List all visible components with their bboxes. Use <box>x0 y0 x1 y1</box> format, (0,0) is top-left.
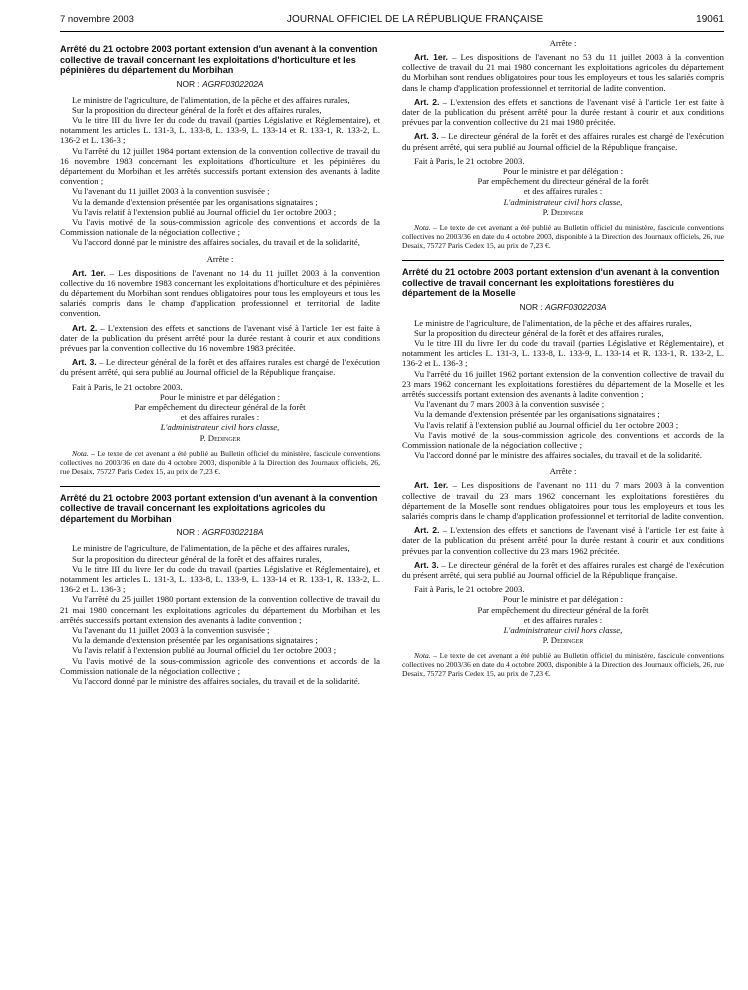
visa-line: Vu le titre III du livre Ier du code du travail (parties Législative et Réglementaire), et notamment les articles L. 131-3, L. 133-8, L. 133-9, L. 133-14 et R. 133-1, R. 133-2, L. 136-2 et L. 136-3 ; <box>60 563 380 595</box>
nota-note: Nota. – Le texte de cet avenant a été publié au Bulletin officiel du ministère, fascicule conventions collectives no 2003/36 en date du 4 octobre 2003, disponible à la Direction des Journaux officiels, 26, rue Desaix, 75727 Paris Cedex 15, au prix de 7,23 €. <box>402 223 724 251</box>
visa-line: Vu l'arrêté du 16 juillet 1962 portant extension de la convention collective de travail du 23 mars 1962 concernant les exploitations forestières du département de la Moselle et les arrêtés successifs portant extension des avenants à ladite convention ; <box>402 368 724 399</box>
visa-line: Vu l'arrêté du 12 juillet 1984 portant extension de la convention collective de travail du 16 novembre 1983 concernant les exploitations d'horticulture et les pépinières du département du Morbihan et les arrêtés successifs portant extension des avenants à ladite convention ; <box>60 145 380 187</box>
page-header <box>60 14 724 28</box>
visa-line: Vu la demande d'extension présentée par les organisations signataires ; <box>72 635 318 646</box>
article-3: Art. 3. – Le directeur général de la forêt et des affaires rurales est chargé de l'exécution du présent arrêté, qui sera publié au Journal officiel de la République française. <box>402 131 724 152</box>
nor-reference: NOR : AGRF0302202A <box>176 78 264 89</box>
visa-line: Sur la proposition du directeur général de la forêt et des affaires rurales, <box>414 327 664 338</box>
article-2: Art. 2. – L'extension des effets et sanctions de l'avenant visé à l'article 1er est faite à dater de la publication du présent arrêté pour la durée restant à courir et aux conditions prévues par la convention collective du 21 mai 1980 précitée. <box>402 96 724 128</box>
article-2: Art. 2. – L'extension des effets et sanctions de l'avenant visé à l'article 1er est faite à dater de la publication du présent arrêté pour la durée restant à courir et aux conditions prévues par la convention collective du 16 novembre 1983 précitée. <box>60 322 380 353</box>
visa-line: Vu la demande d'extension présentée par les organisations signataires ; <box>414 409 660 420</box>
decree-forestieres-moselle <box>402 267 724 678</box>
visa-line: Vu l'avis relatif à l'extension publié au Journal officiel du 1er octobre 2003 ; <box>72 645 337 656</box>
visa-line: Vu la demande d'extension présentée par les organisations signataires ; <box>72 196 318 207</box>
visa-line: Vu l'avis motivé de la sous-commission agricole des conventions et accords de la Commission nationale de la négociation collective ; <box>402 429 724 450</box>
arrete-heading: Arrête : <box>549 466 577 477</box>
nor-reference: NOR : AGRF0302218A <box>176 527 264 538</box>
visa-line: Vu le titre III du livre Ier du code du travail (parties Législative et Réglementaire), et notamment les articles L. 131-3, L. 133-8, L. 133-9, L. 133-14 et R. 133-1, R. 133-2, L. 136-2 et L. 136-3 ; <box>60 114 380 146</box>
left-column <box>60 38 380 686</box>
two-columns <box>60 38 724 686</box>
signature-block: Pour le ministre et par délégation : Par empêchement du directeur général de la forêt et des affaires rurales : L'administrateur civil hors classe, P. Dedinger <box>402 594 724 645</box>
visa-line: Vu l'avis motivé de la sous-commission agricole des conventions et accords de la Commission nationale de la négociation collective ; <box>60 655 380 676</box>
visa-line: Vu l'avenant du 11 juillet 2003 à la convention susvisée ; <box>72 186 270 197</box>
section-divider <box>402 260 724 261</box>
visa-line: Le ministre de l'agriculture, de l'alimentation, de la pêche et des affaires rurales, <box>414 317 692 328</box>
article-1: Art. 1er. – Les dispositions de l'avenant no 111 du 7 mars 2003 à la convention collective de travail du 23 mars 1962 concernant les exploitations forestières du département de la Moselle sont rendues obligatoires pour tous les employeurs et tous les salariés compris dans le champ d'application professionnel et territorial de ladite convention. <box>402 480 724 521</box>
arrete-heading: Arrête : <box>549 38 577 48</box>
visa-line: Vu l'avenant du 7 mars 2003 à la convention susvisée ; <box>414 399 605 410</box>
signed-place-date: Fait à Paris, le 21 octobre 2003. <box>414 584 525 595</box>
visa-line: Vu le titre III du livre Ier du code du travail (parties Législative et Réglementaire), et notamment les articles L. 131-3, L. 133-8, L. 133-9, L. 133-14 et R. 133-1, R. 133-2, L. 136-2 et L. 136-3 ; <box>402 337 724 369</box>
section-divider <box>60 486 380 487</box>
article-1: Art. 1er. – Les dispositions de l'avenant no 53 du 11 juillet 2003 à la convention collective de travail du 21 mai 1980 concernant les exploitations agricoles du département du Morbihan sont rendues obligatoires pour tous les employeurs et tous les salariés compris dans le champ d'application professionnel et territorial de ladite convention. <box>402 52 724 93</box>
decree-title: Arrêté du 21 octobre 2003 portant extension d'un avenant à la convention collective de travail concernant les exploitations forestières du département de la Moselle <box>402 267 720 299</box>
journal-title: JOURNAL OFFICIEL DE LA RÉPUBLIQUE FRANÇAISE <box>286 14 544 25</box>
article-3: Art. 3. – Le directeur général de la forêt et des affaires rurales est chargé de l'exécution du présent arrêté, qui sera publié au Journal officiel de la République française. <box>402 559 724 581</box>
visa-line: Vu l'accord donné par le ministre des affaires sociales, du travail et de la solidarité. <box>72 675 360 686</box>
visa-line: Vu l'avenant du 11 juillet 2003 à la convention susvisée ; <box>72 624 270 635</box>
visa-line: Sur la proposition du directeur général de la forêt et des affaires rurales, <box>72 553 322 564</box>
decree-title: Arrêté du 21 octobre 2003 portant extension d'un avenant à la convention collective de travail concernant les exploitations d'horticulture et les pépinières du département du Morbihan <box>60 44 378 75</box>
signed-place-date: Fait à Paris, le 21 octobre 2003. <box>414 155 525 166</box>
decree-agricole-morbihan <box>60 493 380 686</box>
visa-line: Le ministre de l'agriculture, de l'alimentation, de la pêche et des affaires rurales, <box>72 94 350 105</box>
visa-line: Sur la proposition du directeur général de la forêt et des affaires rurales, <box>72 104 322 115</box>
right-column <box>402 38 724 686</box>
page-number: 19061 <box>696 14 724 25</box>
signatory-name: P. Dedinger <box>542 206 584 217</box>
nota-note: Nota. – Le texte de cet avenant a été publié au Bulletin officiel du ministère, fascicule conventions collectives no 2003/36 en date du 4 octobre 2003, disponible à la Direction des Journaux officiels, 26, rue Desaix, 75727 Paris Cedex 15, au prix de 7,23 €. <box>60 448 380 476</box>
visa-line: Vu l'accord donné par le ministre des affaires sociales, du travail et de la solidarité. <box>414 450 702 461</box>
decree-horticulture <box>60 44 380 476</box>
visa-line: Vu l'avis relatif à l'extension publié au Journal officiel du 1er octobre 2003 ; <box>414 419 679 430</box>
signatory-name: P. Dedinger <box>542 635 584 646</box>
article-2: Art. 2. – L'extension des effets et sanctions de l'avenant visé à l'article 1er est faite à dater de la publication du présent arrêté pour la durée restant à courir et aux conditions prévues par la convention collective du 23 mars 1962 précitée. <box>402 525 724 556</box>
signature-block: Pour le ministre et par délégation : Par empêchement du directeur général de la forêt et des affaires rurales : L'administrateur civil hors classe, P. Dedinger <box>60 392 380 443</box>
visa-line: Vu l'avis motivé de la sous-commission agricole des conventions et accords de la Commission nationale de la négociation collective ; <box>60 216 380 238</box>
visa-line: Vu l'avis relatif à l'extension publié au Journal officiel du 1er octobre 2003 ; <box>72 206 337 217</box>
header-rule <box>60 31 724 32</box>
visas <box>402 318 724 461</box>
signature-block: Pour le ministre et par délégation : Par empêchement du directeur général de la forêt et des affaires rurales : L'administrateur civil hors classe, P. Dedinger <box>402 166 724 217</box>
nota-note: Nota. – Le texte de cet avenant a été publié au Bulletin officiel du ministère, fascicule conventions collectives no 2003/36 en date du 4 octobre 2003, disponible à la Direction des Journaux officiels, 26, rue Desaix, 75727 Paris Cedex 15, au prix de 7,23 €. <box>402 651 724 679</box>
visas <box>60 543 380 686</box>
visas <box>60 95 380 248</box>
visa-line: Vu l'accord donné par le ministre des affaires sociales, du travail et de la solidarité, <box>72 237 360 248</box>
visa-line: Le ministre de l'agriculture, de l'alimentation, de la pêche et des affaires rurales, <box>72 543 350 554</box>
signatory-name: P. Dedinger <box>199 432 241 443</box>
arrete-heading: Arrête : <box>206 253 234 264</box>
visa-line: Vu l'arrêté du 25 juillet 1980 portant extension de la convention collective de travail du 21 mai 1980 concernant les exploitations agricoles du département du Morbihan et les arrêtés successifs portant extension des avenants à ladite convention ; <box>60 594 380 625</box>
article-3: Art. 3. – Le directeur général de la forêt et des affaires rurales est chargé de l'exécution du présent arrêté, qui sera publié au Journal officiel de la République française. <box>60 357 380 378</box>
signed-place-date: Fait à Paris, le 21 octobre 2003. <box>72 381 183 392</box>
article-1: Art. 1er. – Les dispositions de l'avenant no 14 du 11 juillet 2003 à la convention collective du 16 novembre 1983 concernant les exploitations d'horticulture et des pépinières du département du Morbihan sont rendues obligatoires pour tous les employeurs et tous les salariés compris dans le champ d'application professionnel et territorial de ladite convention. <box>60 267 380 319</box>
header-date: 7 novembre 2003 <box>60 14 134 25</box>
nor-reference: NOR : AGRF0302203A <box>519 301 607 312</box>
decree-agricole-morbihan-continued <box>402 38 724 250</box>
decree-title: Arrêté du 21 octobre 2003 portant extension d'un avenant à la convention collective de travail concernant les exploitations agricoles du département du Morbihan <box>60 492 378 524</box>
